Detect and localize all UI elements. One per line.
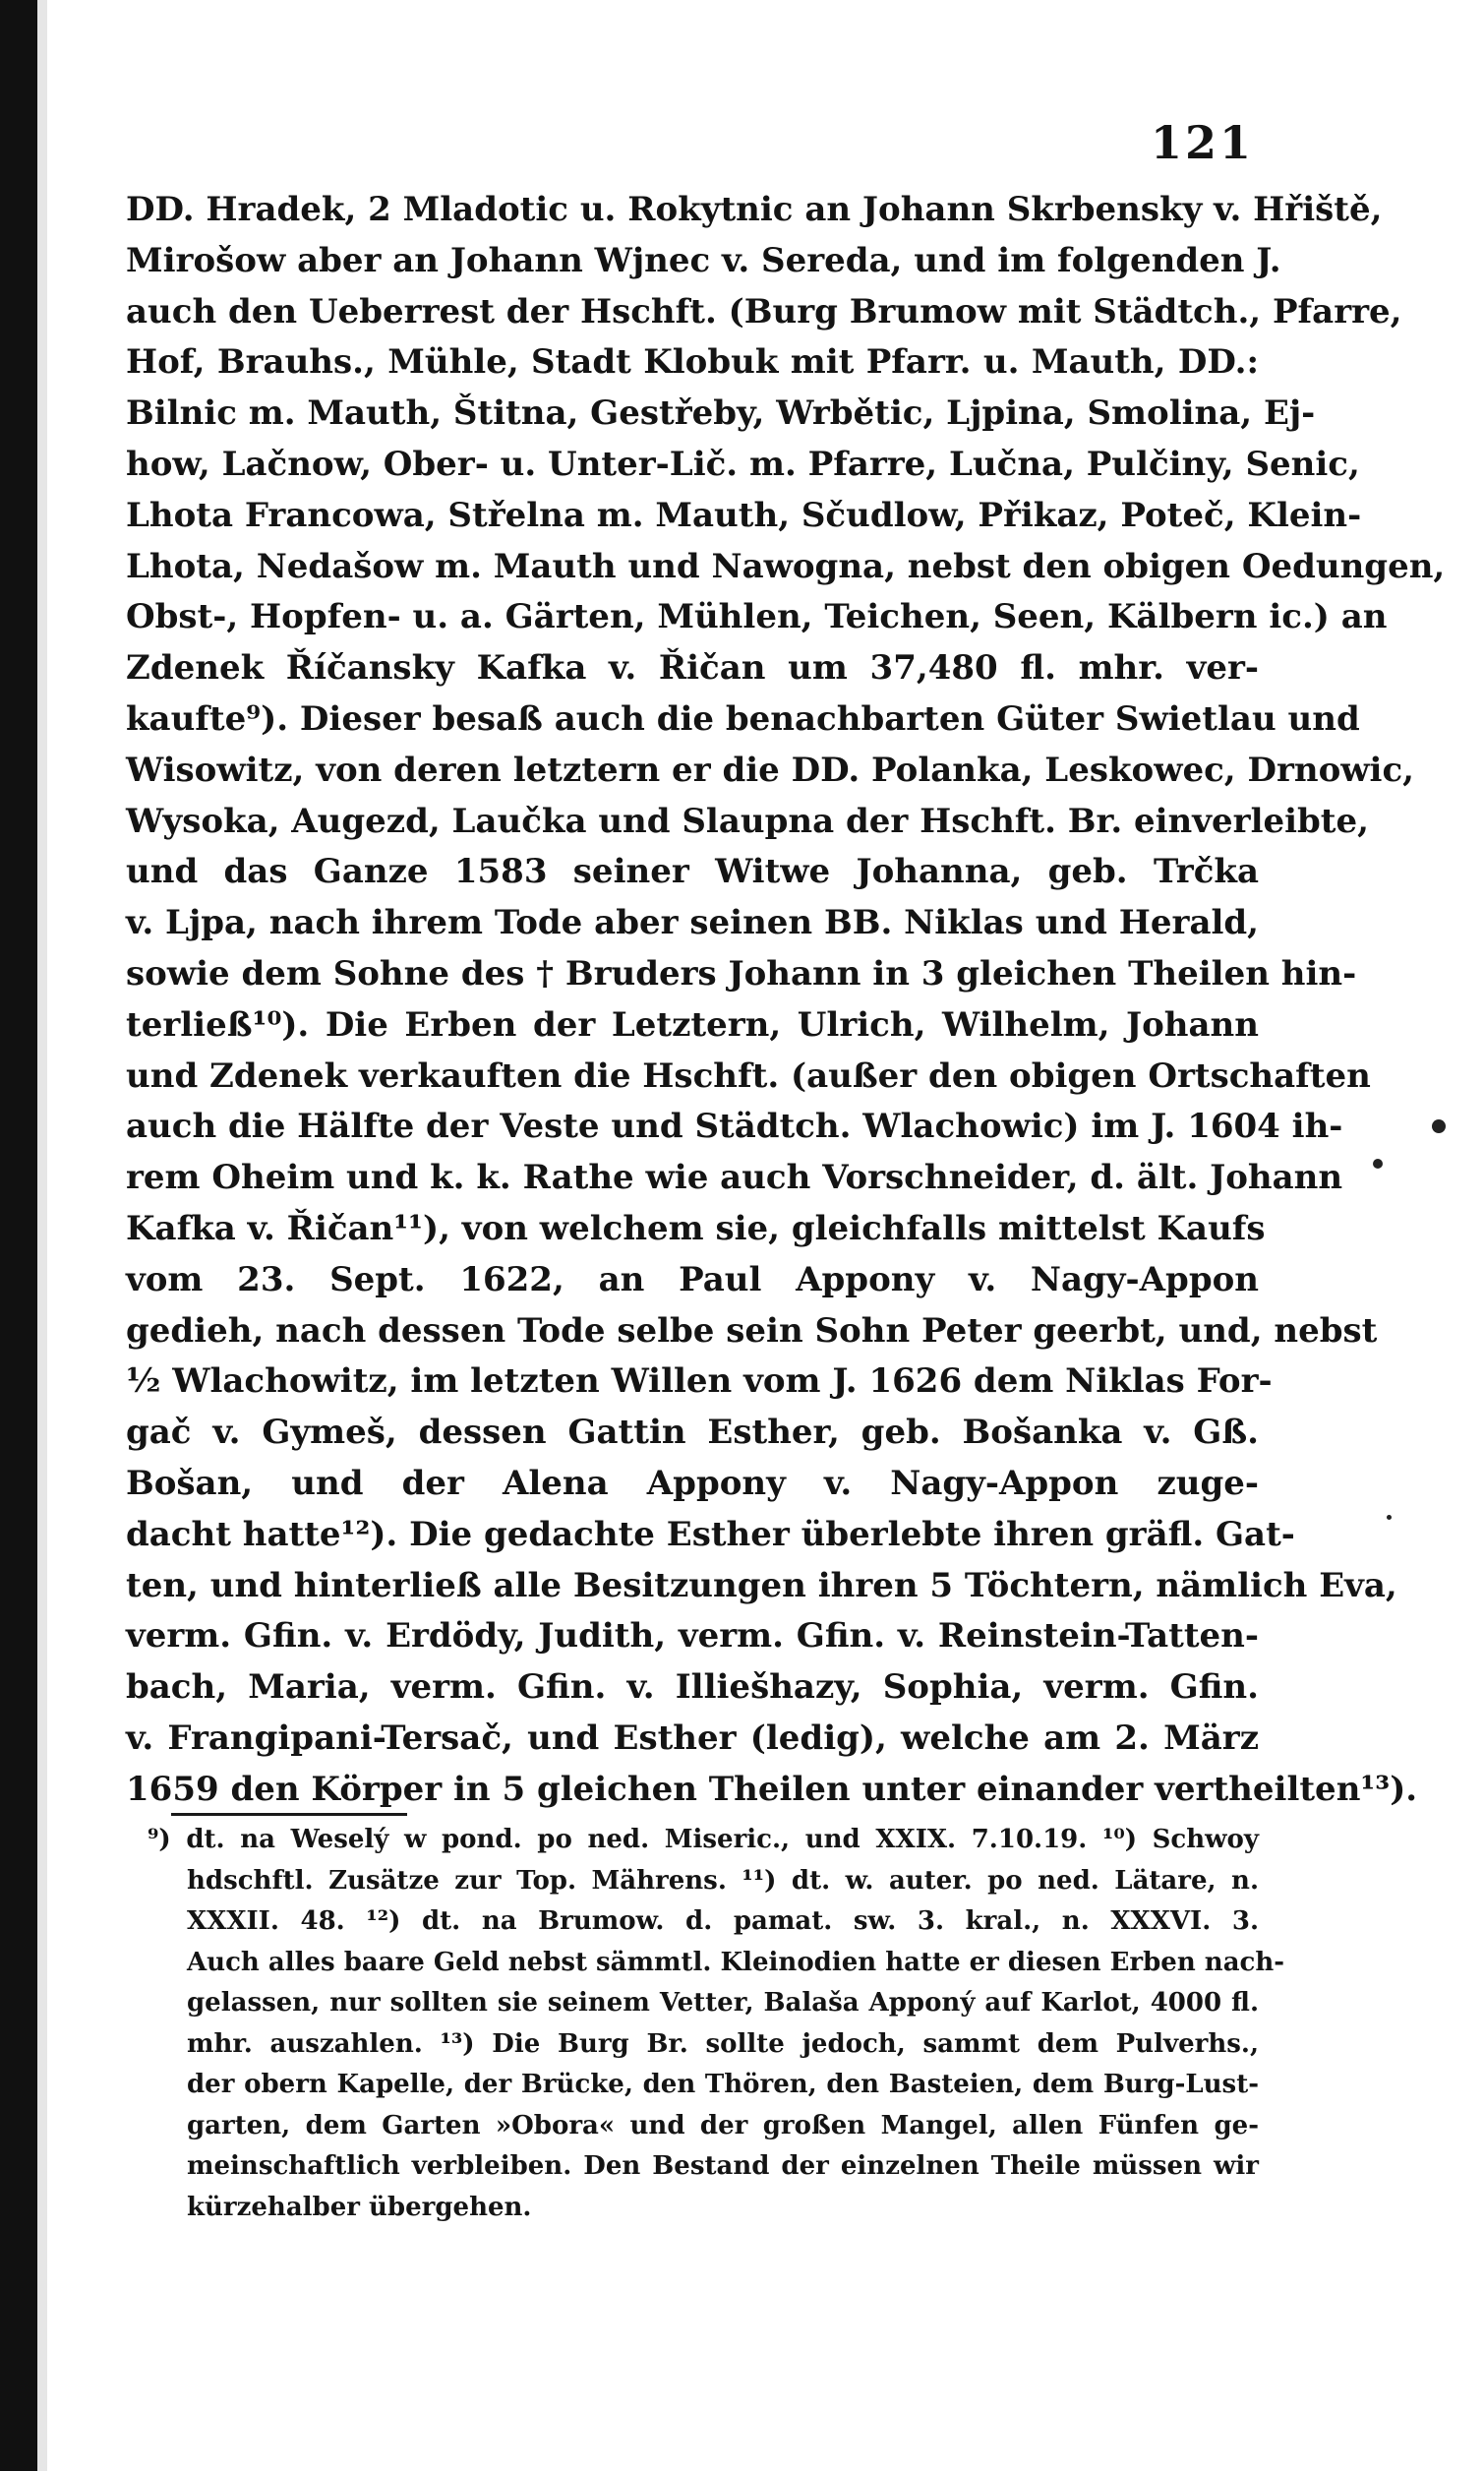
footnotes [148, 1820, 1285, 2228]
text-line: auch die Hälfte der Veste und Städtch. Wlachowic) im J. 1604 ih- [126, 1107, 1343, 1147]
text-line: Obst-, Hopfen- u. a. Gärten, Mühlen, Teichen, Seen, Kälbern ic.) an [126, 597, 1388, 637]
footnote-line: ⁹) dt. na Weselý w pond. po ned. Miseric., und XXIX. 7.10.19. ¹⁰) Schwoy [148, 1825, 1259, 1854]
footnote-line: meinschaftlich verbleiben. Den Bestand der einzelnen Theile müssen wir [187, 2151, 1259, 2181]
text-line: Lhota, Nedašow m. Mauth und Nawogna, nebst den obigen Oedungen, [126, 546, 1446, 586]
footnote-divider [171, 1813, 407, 1816]
footnote-line: kürzehalber übergehen. [187, 2192, 532, 2222]
text-line: Zdenek Říčansky Kafka v. Řičan um 37,480 fl. mhr. ver- [126, 648, 1259, 689]
page-edge-gutter [37, 0, 47, 2471]
text-line: Lhota Francowa, Střelna m. Mauth, Sčudlow, Přikaz, Poteč, Klein- [126, 495, 1362, 535]
footnote-line: hdschftl. Zusätze zur Top. Mährens. ¹¹) dt. w. auter. po ned. Lätare, n. [187, 1865, 1259, 1896]
text-line: how, Lačnow, Ober- u. Unter-Lič. m. Pfarre, Lučna, Pulčiny, Senic, [126, 444, 1360, 484]
text-line: Bošan, und der Alena Appony v. Nagy-Appon zuge- [126, 1463, 1259, 1503]
text-line: ½ Wlachowitz, im letzten Willen vom J. 1626 dem Niklas For- [126, 1361, 1273, 1402]
text-line: sowie dem Sohne des † Bruders Johann in 3 gleichen Theilen hin- [126, 953, 1357, 994]
text-line: verm. Gfin. v. Erdödy, Judith, verm. Gfin. v. Reinstein-Tatten- [126, 1616, 1259, 1657]
ink-speck [1432, 1119, 1446, 1133]
body-text [126, 185, 1446, 1816]
text-line: auch den Ueberrest der Hschft. (Burg Brumow mit Städtch., Pfarre, [126, 291, 1402, 331]
text-line: gač v. Gymeš, dessen Gattin Esther, geb. Bošanka v. Gß. [126, 1413, 1259, 1453]
page-number: 121 [1151, 116, 1255, 169]
text-line: terließ¹⁰). Die Erben der Letztern, Ulrich, Wilhelm, Johann [126, 1004, 1259, 1045]
text-line: Wisowitz, von deren letztern er die DD. Polanka, Leskowec, Drnowic, [126, 750, 1414, 790]
ink-speck [1373, 1159, 1383, 1169]
footnote-line: gelassen, nur sollten sie seinem Vetter, Balaša Apponý auf Karlot, 4000 fl. [187, 1988, 1259, 2018]
page-edge-border [0, 0, 37, 2471]
footnote-line: XXXII. 48. ¹²) dt. na Brumow. d. pamat. sw. 3. kral., n. XXXVI. 3. [187, 1906, 1259, 1936]
footnote-line: der obern Kapelle, der Brücke, den Thören, den Basteien, dem Burg-Lust- [187, 2070, 1259, 2099]
text-line: 1659 den Körper in 5 gleichen Theilen unter einander vertheilten¹³). [126, 1769, 1418, 1809]
text-line: vom 23. Sept. 1622, an Paul Appony v. Nagy-Appon [126, 1259, 1259, 1299]
text-line: rem Oheim und k. k. Rathe wie auch Vorschneider, d. ält. Johann [126, 1158, 1343, 1198]
text-line: Wysoka, Augezd, Laučka und Slaupna der Hschft. Br. einverleibte, [126, 801, 1369, 841]
text-line: kaufte⁹). Dieser besaß auch die benachbarten Güter Swietlau und [126, 698, 1360, 739]
footnote-line: garten, dem Garten »Obora« und der großen Mangel, allen Fünfen ge- [187, 2110, 1259, 2140]
text-line: und das Ganze 1583 seiner Witwe Johanna, geb. Trčka [126, 852, 1259, 892]
text-line: Mirošow aber an Johann Wjnec v. Sereda, und im folgenden J. [126, 240, 1281, 280]
footnote-line: Auch alles baare Geld nebst sämmtl. Kleinodien hatte er diesen Erben nach- [187, 1947, 1285, 1977]
ink-speck [1387, 1515, 1392, 1520]
text-line: ten, und hinterließ alle Besitzungen ihren 5 Töchtern, nämlich Eva, [126, 1565, 1397, 1605]
text-line: DD. Hradek, 2 Mladotic u. Rokytnic an Johann Skrbensky v. Hřiště, [126, 190, 1383, 229]
text-line: Kafka v. Řičan¹¹), von welchem sie, gleichfalls mittelst Kaufs [126, 1208, 1266, 1248]
text-line: bach, Maria, verm. Gfin. v. Illiešhazy, Sophia, verm. Gfin. [126, 1667, 1259, 1708]
text-line: gedieh, nach dessen Tode selbe sein Sohn Peter geerbt, und, nebst [126, 1310, 1378, 1351]
text-line: und Zdenek verkauften die Hschft. (außer den obigen Ortschaften [126, 1055, 1371, 1096]
text-line: v. Ljpa, nach ihrem Tode aber seinen BB. Niklas und Herald, [126, 903, 1259, 943]
text-line: v. Frangipani-Tersač, und Esther (ledig), welche am 2. März [126, 1718, 1259, 1758]
text-line: dacht hatte¹²). Die gedachte Esther überlebte ihren gräfl. Gat- [126, 1514, 1295, 1554]
text-line: Hof, Brauhs., Mühle, Stadt Klobuk mit Pfarr. u. Mauth, DD.: [126, 342, 1259, 383]
footnote-line: mhr. auszahlen. ¹³) Die Burg Br. sollte jedoch, sammt dem Pulverhs., [187, 2028, 1259, 2059]
text-line: Bilnic m. Mauth, Štitna, Gestřeby, Wrbětic, Ljpina, Smolina, Ej- [126, 393, 1316, 434]
